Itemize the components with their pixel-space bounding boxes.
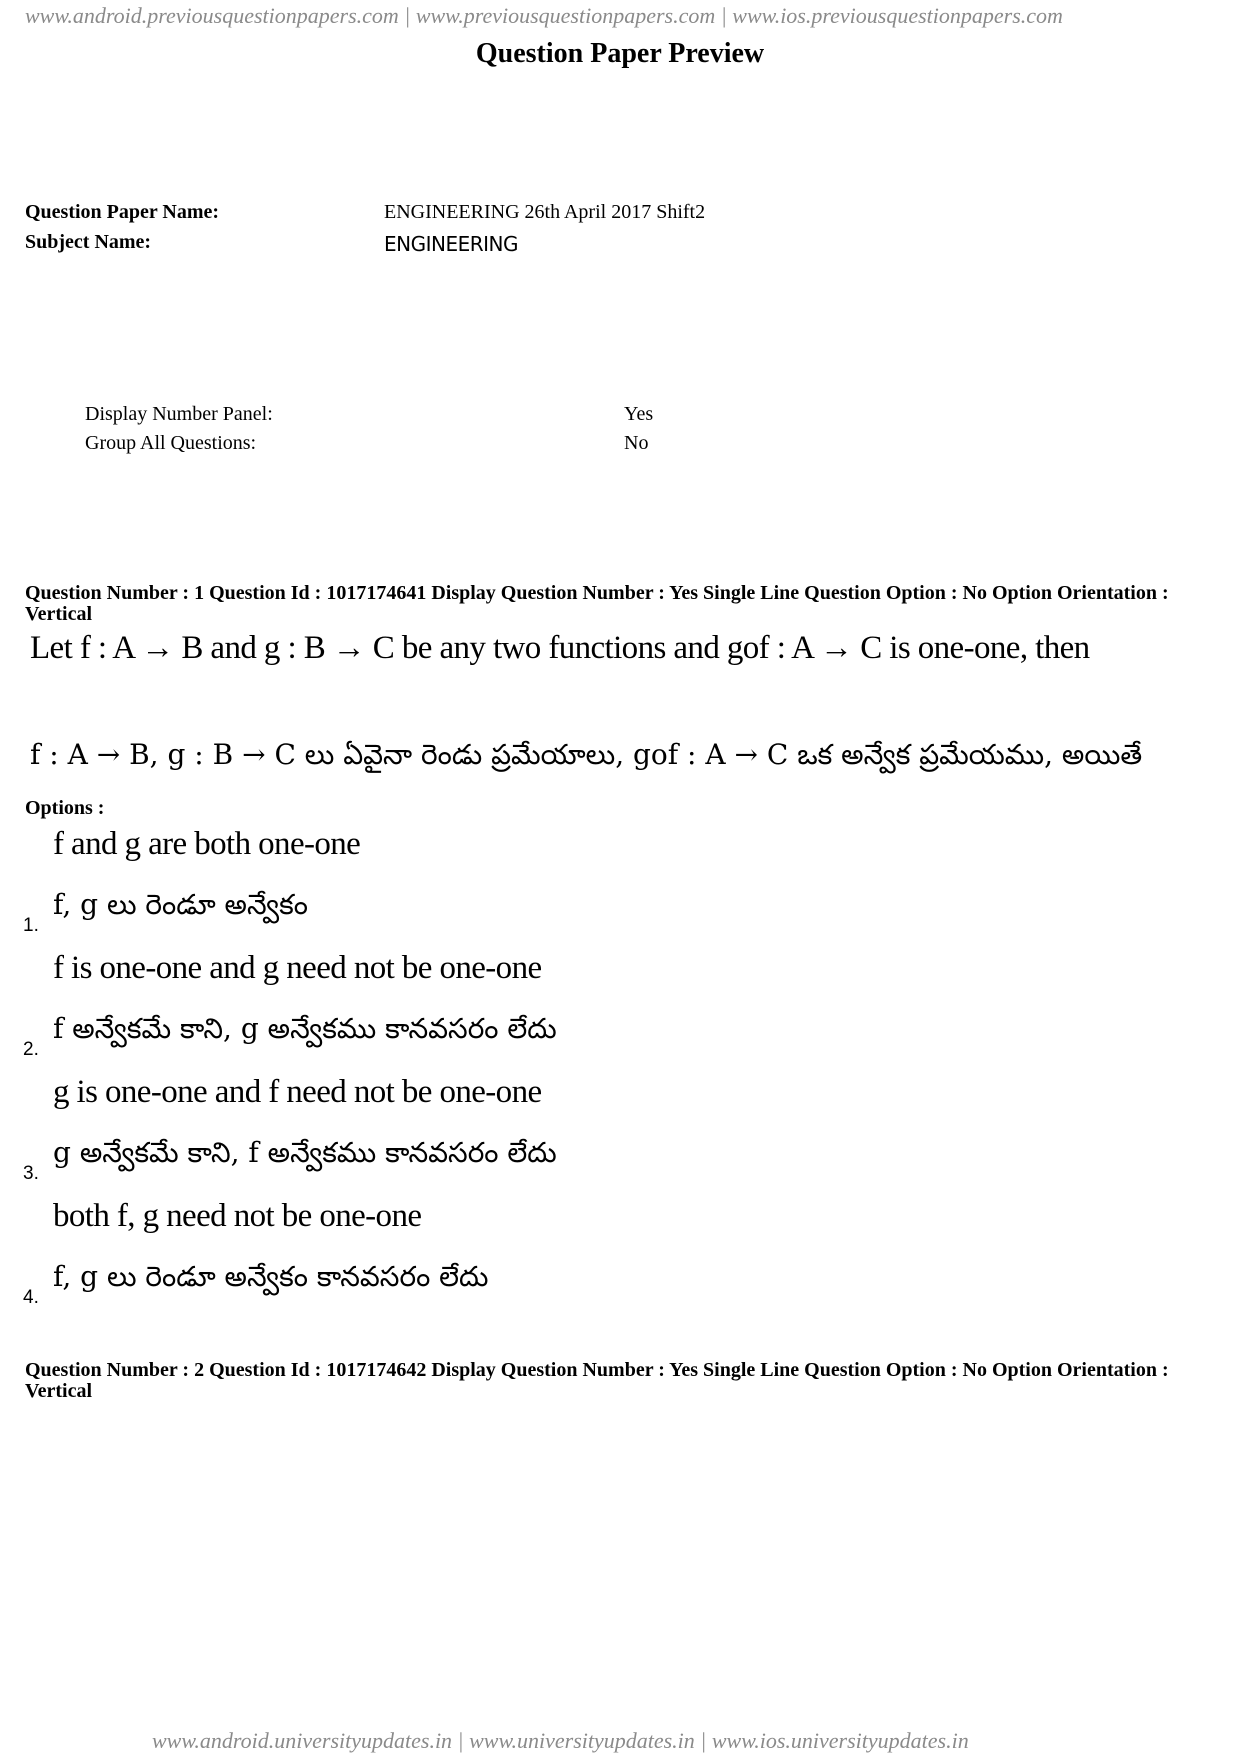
subject-name-value: ENGINEERING: [384, 232, 518, 256]
options-label: Options :: [25, 797, 105, 819]
setting-value-display-number-panel: Yes: [624, 403, 654, 425]
subject-name-label: Subject Name:: [25, 231, 152, 253]
paper-name-label: Question Paper Name:: [25, 201, 220, 223]
option-2-text-telugu: f అన్వేకమే కాని, g అన్వేకము కానవసరం లేదు: [53, 1012, 557, 1045]
option-1-number: 1.: [23, 915, 39, 936]
setting-label-group-all-questions: Group All Questions:: [85, 432, 257, 454]
paper-name-value: ENGINEERING 26th April 2017 Shift2: [384, 201, 706, 223]
option-4-number: 4.: [23, 1287, 39, 1308]
option-1-text-telugu: f, g లు రెండూ అన్వేకం: [53, 888, 308, 921]
question-2-header: Question Number : 2 Question Id : 1017174642 Display Question Number : Yes Single Line Question Option : No Option Orientation : Vertical: [25, 1359, 1169, 1402]
question-1-text-english: Let f : A → B and g : B → C be any two functions and gof : A → C is one-one, then: [30, 630, 1090, 666]
option-1-text-english: f and g are both one-one: [53, 826, 361, 862]
option-4-text-english: both f, g need not be one-one: [53, 1198, 422, 1234]
question-1-header: Question Number : 1 Question Id : 1017174641 Display Question Number : Yes Single Line Question Option : No Option Orientation : Vertical: [25, 582, 1169, 625]
option-2-text-english: f is one-one and g need not be one-one: [53, 950, 542, 986]
option-3-text-telugu: g అన్వేకమే కాని, f అన్వేకము కానవసరం లేదు: [53, 1136, 557, 1169]
setting-value-group-all-questions: No: [624, 432, 649, 454]
option-3-number: 3.: [23, 1163, 39, 1184]
question-1-text-telugu: f : A → B, g : B → C లు ఏవైనా రెండు ప్రమేయాలు, gof : A → C ఒక అన్వేక ప్రమేయము, అయితే: [30, 738, 1143, 771]
setting-label-display-number-panel: Display Number Panel:: [85, 403, 273, 425]
header-watermark: www.android.previousquestionpapers.com | www.previousquestionpapers.com | www.ios.previousquestionpapers.com: [25, 3, 1063, 28]
footer-watermark: www.android.universityupdates.in | www.universityupdates.in | www.ios.universityupdates.in: [152, 1728, 969, 1753]
option-4-text-telugu: f, g లు రెండూ అన్వేకం కానవసరం లేదు: [53, 1260, 489, 1293]
page-title: Question Paper Preview: [475, 38, 765, 69]
option-3-text-english: g is one-one and f need not be one-one: [53, 1074, 542, 1110]
option-2-number: 2.: [23, 1039, 39, 1060]
